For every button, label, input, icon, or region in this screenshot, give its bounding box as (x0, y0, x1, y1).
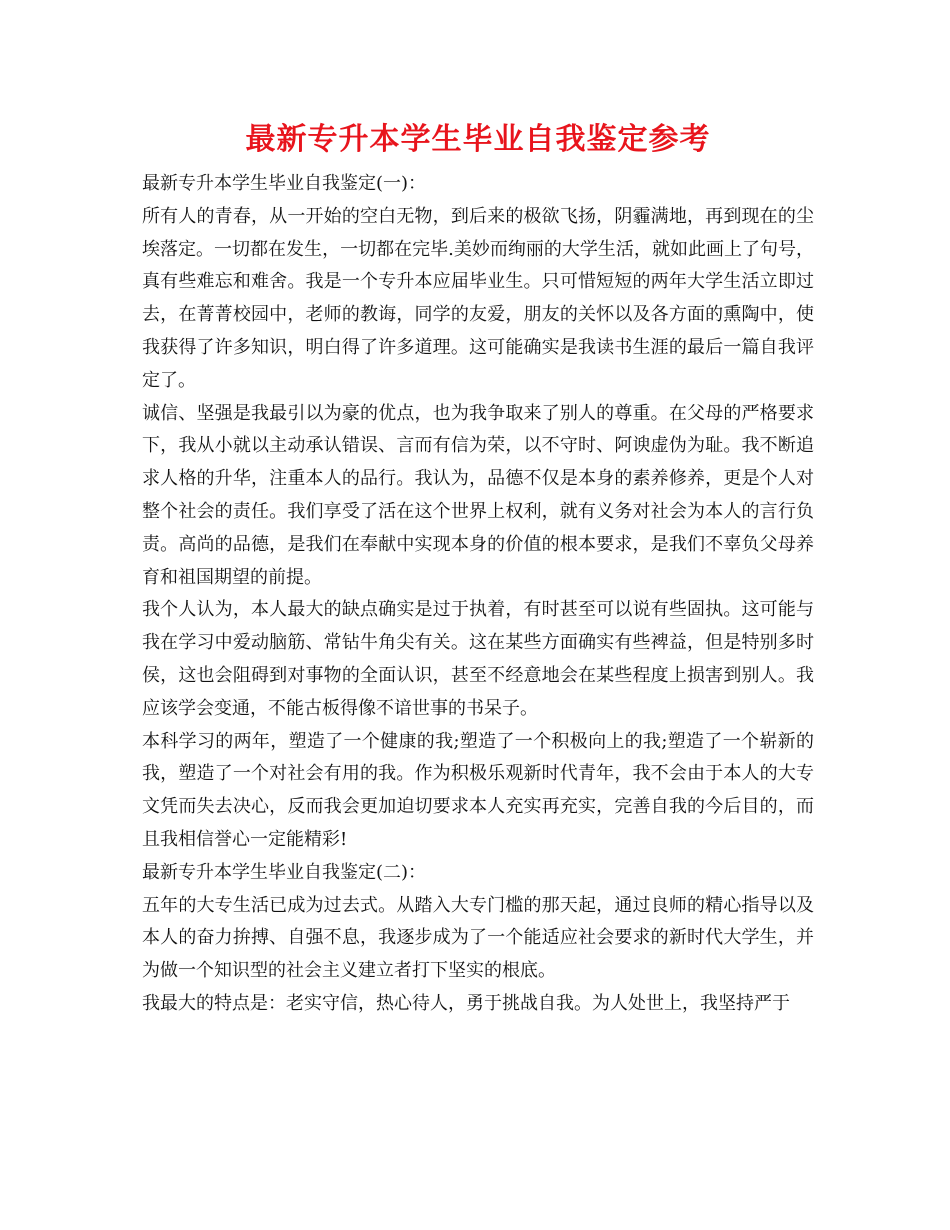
document-page (142, 118, 814, 1021)
section-heading-1: 最新专升本学生毕业自我鉴定(一)： (142, 173, 427, 194)
document-title: 最新专升本学生毕业自我鉴定参考 (245, 122, 711, 157)
paragraph: 我个人认为，本人最大的缺点确实是过于执着，有时甚至可以说有些固执。这可能与我在学习中爱动脑筋、常钻牛角尖有关。这在某些方面确实有些裨益，但是特别多时侯，这也会阻碍到对事物的全面认识，甚至不经意地会在某些程度上损害到别人。我应该学会变通，不能古板得像不谙世事的书呆子。 (142, 599, 814, 719)
paragraph: 我最大的特点是：老实守信，热心待人，勇于挑战自我。为人处世上，我坚持严于 (142, 992, 790, 1014)
paragraph: 所有人的青春，从一开始的空白无物，到后来的极欲飞扬，阴霾满地，再到现在的尘埃落定。一切都在发生，一切都在完毕.美妙而绚丽的大学生活，就如此画上了句号，真有些难忘和难舍。我是一个专升本应届毕业生。只可惜短短的两年大学生活立即过去，在菁菁校园中，老师的教诲，同学的友爱，朋友的关怀以及各方面的熏陶中，使我获得了许多知识，明白得了许多道理。这可能确实是我读书生涯的最后一篇自我评定了。 (142, 205, 814, 391)
paragraph: 五年的大专生活已成为过去式。从踏入大专门槛的那天起，通过良师的精心指导以及本人的奋力拚搏、自强不息，我逐步成为了一个能适应社会要求的新时代大学生，并为做一个知识型的社会主义建立者打下坚实的根底。 (142, 894, 814, 982)
paragraph: 诚信、坚强是我最引以为豪的优点，也为我争取来了别人的尊重。在父母的严格要求下，我从小就以主动承认错误、言而有信为荣，以不守时、阿谀虚伪为耻。我不断追求人格的升华，注重本人的品行。我认为，品德不仅是本身的素养修养，更是个人对整个社会的责任。我们享受了活在这个世界上权利，就有义务对社会为本人的言行负责。高尚的品德，是我们在奉献中实现本身的价值的根本要求，是我们不辜负父母养育和祖国期望的前提。 (142, 402, 814, 588)
section-heading-2: 最新专升本学生毕业自我鉴定(二)： (142, 861, 427, 883)
paragraph: 本科学习的两年，塑造了一个健康的我;塑造了一个积极向上的我;塑造了一个崭新的我，塑造了一个对社会有用的我。作为积极乐观新时代青年，我不会由于本人的大专文凭而失去决心，反而我会更加迫切要求本人充实再充实，完善自我的今后目的，而且我相信誉心一定能精彩! (142, 730, 814, 850)
